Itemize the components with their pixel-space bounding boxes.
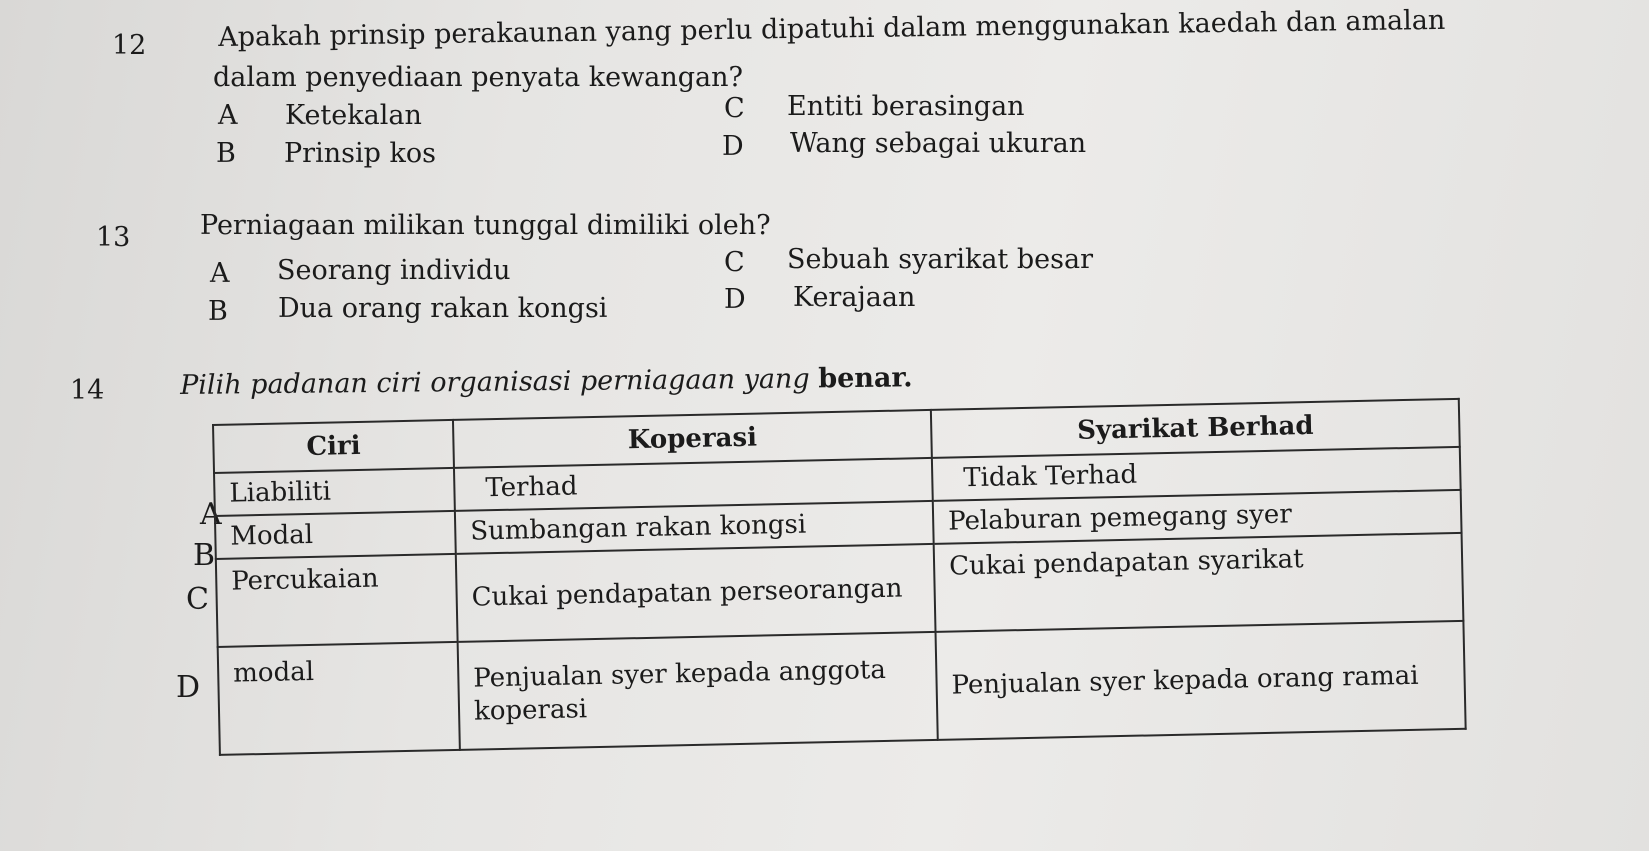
row-d-syarikat: Penjualan syer kepada orang ramai bbox=[936, 621, 1466, 740]
row-a-syarikat: Tidak Terhad bbox=[932, 447, 1461, 501]
question-12-option-a-text[interactable]: Ketekalan bbox=[285, 100, 422, 131]
question-13-option-d-letter[interactable]: D bbox=[724, 284, 746, 315]
row-c-ciri: Percukaian bbox=[216, 554, 458, 647]
question-14-option-a-letter[interactable]: A bbox=[200, 497, 222, 532]
question-12-number: 12 bbox=[112, 30, 147, 61]
question-12-option-d-letter[interactable]: D bbox=[722, 131, 744, 162]
question-13-option-b-letter[interactable]: B bbox=[208, 296, 228, 327]
question-14-table-wrapper bbox=[212, 398, 1465, 756]
row-b-koperasi: Sumbangan rakan kongsi bbox=[455, 501, 934, 554]
question-14-text bbox=[180, 362, 913, 402]
row-d-ciri: modal bbox=[218, 642, 460, 755]
header-koperasi: Koperasi bbox=[453, 410, 932, 468]
question-12-option-b-letter[interactable]: B bbox=[216, 138, 236, 169]
question-14-option-c-letter[interactable]: C bbox=[186, 582, 209, 617]
question-12-option-c-text[interactable]: Entiti berasingan bbox=[787, 91, 1025, 122]
question-14-option-b-letter[interactable]: B bbox=[193, 538, 216, 573]
question-12-option-b-text[interactable]: Prinsip kos bbox=[284, 138, 436, 169]
row-a-ciri: Liabiliti bbox=[214, 468, 455, 516]
question-12-option-c-letter[interactable]: C bbox=[724, 93, 745, 124]
question-13-option-a-letter[interactable]: A bbox=[210, 258, 230, 289]
question-14-emphasis: benar. bbox=[818, 362, 913, 395]
question-14-option-d-letter[interactable]: D bbox=[176, 670, 201, 705]
question-13-option-c-letter[interactable]: C bbox=[724, 247, 745, 278]
header-ciri: Ciri bbox=[213, 420, 454, 473]
row-b-ciri: Modal bbox=[215, 511, 456, 559]
question-12-option-a-letter[interactable]: A bbox=[218, 100, 238, 131]
row-c-koperasi: Cukai pendapatan perseorangan bbox=[456, 544, 936, 642]
row-b-syarikat: Pelaburan pemegang syer bbox=[933, 490, 1462, 544]
question-13-option-c-text[interactable]: Sebuah syarikat besar bbox=[787, 244, 1093, 275]
question-12-text-line2: dalam penyediaan penyata kewangan? bbox=[213, 62, 743, 93]
row-c-syarikat: Cukai pendapatan syarikat bbox=[934, 533, 1464, 632]
question-13-option-b-text[interactable]: Dua orang rakan kongsi bbox=[278, 293, 608, 324]
question-13-number: 13 bbox=[96, 222, 131, 253]
row-d-koperasi: Penjualan syer kepada anggota koperasi bbox=[458, 632, 938, 750]
question-14-number: 14 bbox=[70, 375, 105, 406]
question-12-text-line1: Apakah prinsip perakaunan yang perlu dipatuhi dalam menggunakan kaedah dan amalan bbox=[218, 4, 1446, 53]
header-syarikat-berhad: Syarikat Berhad bbox=[931, 399, 1460, 458]
question-12-option-d-text[interactable]: Wang sebagai ukuran bbox=[790, 128, 1087, 159]
question-13-option-a-text[interactable]: Seorang individu bbox=[277, 255, 511, 286]
question-13-text: Perniagaan milikan tunggal dimiliki oleh? bbox=[200, 210, 771, 241]
row-a-koperasi: Terhad bbox=[454, 458, 933, 511]
question-14-table bbox=[212, 398, 1467, 756]
question-14-instruction: Pilih padanan ciri organisasi perniagaan yang bbox=[180, 363, 810, 401]
question-13-option-d-text[interactable]: Kerajaan bbox=[793, 282, 916, 313]
